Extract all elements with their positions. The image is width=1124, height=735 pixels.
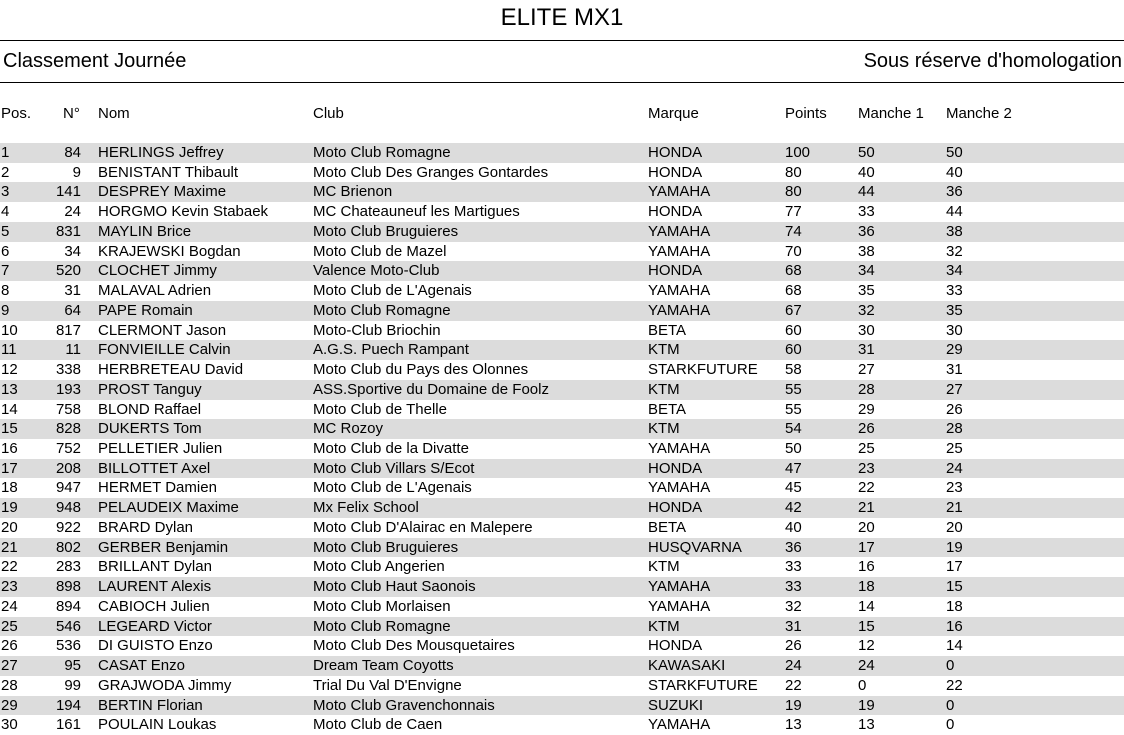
table-row <box>0 498 1124 518</box>
row-race-2: 34 <box>946 262 963 280</box>
row-brand: YAMAHA <box>648 597 711 615</box>
row-club: Moto Club de L'Agenais <box>313 479 472 497</box>
row-race-1: 18 <box>858 578 875 596</box>
row-race-1: 27 <box>858 361 875 379</box>
table-row <box>0 143 1124 163</box>
ranking-subtitle: Classement Journée <box>3 50 187 72</box>
table-row <box>0 478 1124 498</box>
row-position: 18 <box>1 479 18 497</box>
row-rider-name: BRARD Dylan <box>98 518 194 536</box>
row-race-2: 29 <box>946 341 963 359</box>
row-brand: BETA <box>648 518 687 536</box>
row-race-2: 24 <box>946 459 963 477</box>
row-points: 22 <box>785 676 802 694</box>
row-position: 5 <box>1 222 10 240</box>
table-row <box>0 281 1124 301</box>
row-rider-name: CLERMONT Jason <box>98 321 227 339</box>
row-club: MC Brienon <box>313 183 393 201</box>
row-race-1: 31 <box>858 341 875 359</box>
row-brand: YAMAHA <box>648 242 711 260</box>
row-number: 898 <box>55 578 81 596</box>
row-race-1: 36 <box>858 222 875 240</box>
row-position: 29 <box>1 696 18 714</box>
row-race-1: 12 <box>858 637 875 655</box>
row-club: Moto Club Gravenchonnais <box>313 696 495 714</box>
row-rider-name: POULAIN Loukas <box>98 716 217 734</box>
row-club: Trial Du Val D'Envigne <box>313 676 462 694</box>
row-rider-name: GRAJWODA Jimmy <box>98 676 232 694</box>
row-number: 948 <box>55 499 81 517</box>
row-brand: HONDA <box>648 499 703 517</box>
row-race-1: 29 <box>858 400 875 418</box>
row-number: 922 <box>55 518 81 536</box>
row-race-2: 17 <box>946 558 963 576</box>
table-header <box>0 104 1124 123</box>
row-race-1: 15 <box>858 617 875 635</box>
row-points: 68 <box>785 282 802 300</box>
row-race-2: 44 <box>946 203 963 221</box>
row-position: 17 <box>1 459 18 477</box>
row-brand: STARKFUTURE <box>648 361 758 379</box>
row-brand: YAMAHA <box>648 440 711 458</box>
table-row <box>0 557 1124 577</box>
row-race-1: 24 <box>858 657 875 675</box>
row-rider-name: FONVIEILLE Calvin <box>98 341 231 359</box>
row-brand: HONDA <box>648 163 703 181</box>
row-race-2: 21 <box>946 499 963 517</box>
row-race-1: 0 <box>858 676 867 694</box>
row-race-2: 28 <box>946 420 963 438</box>
row-number: 193 <box>55 380 81 398</box>
row-rider-name: BILLOTTET Axel <box>98 459 211 477</box>
table-row <box>0 222 1124 242</box>
row-race-1: 30 <box>858 321 875 339</box>
table-row <box>0 400 1124 420</box>
table-row <box>0 321 1124 341</box>
row-position: 12 <box>1 361 18 379</box>
row-points: 80 <box>785 183 802 201</box>
header-pos: Pos. <box>1 105 32 122</box>
row-points: 100 <box>785 144 811 161</box>
header-race-1: Manche 1 <box>858 105 924 122</box>
row-club: Moto Club Haut Saonois <box>313 578 476 596</box>
row-number: 947 <box>55 479 81 497</box>
row-race-2: 22 <box>946 676 963 694</box>
row-race-2: 27 <box>946 380 963 398</box>
row-club: Moto Club de Mazel <box>313 242 447 260</box>
row-brand: YAMAHA <box>648 282 711 300</box>
row-position: 11 <box>1 341 17 359</box>
row-club: Moto Club Angerien <box>313 558 445 576</box>
row-number: 95 <box>64 657 81 675</box>
table-row <box>0 301 1124 321</box>
row-points: 80 <box>785 163 802 181</box>
header-divider <box>0 82 1124 83</box>
row-race-2: 40 <box>946 163 963 181</box>
row-rider-name: BERTIN Florian <box>98 696 203 714</box>
row-number: 161 <box>55 716 81 734</box>
row-rider-name: MALAVAL Adrien <box>98 282 212 300</box>
row-points: 54 <box>785 420 802 438</box>
row-race-1: 16 <box>858 558 875 576</box>
table-row <box>0 340 1124 360</box>
row-points: 50 <box>785 440 802 458</box>
row-club: Moto Club Romagne <box>313 144 451 161</box>
row-number: 141 <box>55 183 81 201</box>
row-brand: KTM <box>648 341 680 359</box>
row-number: 802 <box>55 538 81 556</box>
row-points: 19 <box>785 696 802 714</box>
row-points: 67 <box>785 301 802 319</box>
row-race-1: 20 <box>858 518 875 536</box>
row-points: 77 <box>785 203 802 221</box>
row-club: Moto Club Romagne <box>313 617 451 635</box>
row-brand: HONDA <box>648 459 703 477</box>
row-position: 20 <box>1 518 18 536</box>
row-club: Moto-Club Briochin <box>313 321 441 339</box>
row-number: 817 <box>55 321 81 339</box>
row-race-2: 36 <box>946 183 963 201</box>
row-brand: KAWASAKI <box>648 657 726 675</box>
header-name: Nom <box>98 105 130 122</box>
row-race-2: 35 <box>946 301 963 319</box>
row-club: Moto Club Bruguieres <box>313 538 459 556</box>
row-club: ASS.Sportive du Domaine de Foolz <box>313 380 549 398</box>
row-race-2: 25 <box>946 440 963 458</box>
table-row <box>0 636 1124 656</box>
row-club: Valence Moto-Club <box>313 262 440 280</box>
row-rider-name: BLOND Raffael <box>98 400 202 418</box>
row-brand: HONDA <box>648 203 703 221</box>
row-race-2: 33 <box>946 282 963 300</box>
row-points: 33 <box>785 578 802 596</box>
row-brand: YAMAHA <box>648 222 711 240</box>
row-number: 338 <box>55 361 81 379</box>
row-race-1: 34 <box>858 262 875 280</box>
row-brand: YAMAHA <box>648 301 711 319</box>
row-rider-name: LAURENT Alexis <box>98 578 212 596</box>
row-race-1: 17 <box>858 538 875 556</box>
row-brand: HONDA <box>648 144 703 161</box>
row-rider-name: CASAT Enzo <box>98 657 185 675</box>
row-brand: YAMAHA <box>648 183 711 201</box>
row-race-2: 32 <box>946 242 963 260</box>
row-race-2: 20 <box>946 518 963 536</box>
row-position: 27 <box>1 657 18 675</box>
row-position: 24 <box>1 597 18 615</box>
row-position: 23 <box>1 578 18 596</box>
row-race-2: 16 <box>946 617 963 635</box>
row-number: 546 <box>55 617 81 635</box>
header-brand: Marque <box>648 105 699 122</box>
row-rider-name: PROST Tanguy <box>98 380 202 398</box>
row-position: 21 <box>1 538 18 556</box>
table-row <box>0 439 1124 459</box>
row-race-1: 26 <box>858 420 875 438</box>
row-race-1: 38 <box>858 242 875 260</box>
row-club: Moto Club Villars S/Ecot <box>313 459 475 477</box>
row-number: 99 <box>64 676 81 694</box>
row-position: 25 <box>1 617 18 635</box>
row-brand: KTM <box>648 380 680 398</box>
row-points: 13 <box>785 716 802 734</box>
row-brand: YAMAHA <box>648 716 711 734</box>
row-position: 1 <box>1 144 10 161</box>
row-club: Moto Club Des Mousquetaires <box>313 637 515 655</box>
row-points: 74 <box>785 222 802 240</box>
row-points: 45 <box>785 479 802 497</box>
row-brand: KTM <box>648 617 680 635</box>
row-position: 19 <box>1 499 18 517</box>
table-row <box>0 676 1124 696</box>
row-rider-name: BENISTANT Thibault <box>98 163 239 181</box>
row-race-2: 31 <box>946 361 963 379</box>
table-row <box>0 617 1124 637</box>
header-club: Club <box>313 105 344 122</box>
row-position: 30 <box>1 716 18 734</box>
table-row <box>0 518 1124 538</box>
row-number: 758 <box>55 400 81 418</box>
row-number: 520 <box>55 262 81 280</box>
row-points: 47 <box>785 459 802 477</box>
row-brand: STARKFUTURE <box>648 676 758 694</box>
table-row <box>0 360 1124 380</box>
row-race-1: 40 <box>858 163 875 181</box>
row-number: 11 <box>65 341 81 359</box>
row-points: 55 <box>785 380 802 398</box>
row-race-2: 14 <box>946 637 963 655</box>
row-number: 828 <box>55 420 81 438</box>
row-rider-name: LEGEARD Victor <box>98 617 212 635</box>
row-race-2: 0 <box>946 657 955 675</box>
row-race-2: 50 <box>946 144 963 161</box>
table-row <box>0 577 1124 597</box>
row-position: 4 <box>1 203 10 221</box>
table-row <box>0 242 1124 262</box>
row-rider-name: CABIOCH Julien <box>98 597 210 615</box>
row-race-2: 23 <box>946 479 963 497</box>
row-race-1: 50 <box>858 144 875 161</box>
row-race-1: 14 <box>858 597 875 615</box>
row-number: 31 <box>64 282 81 300</box>
table-row <box>0 459 1124 479</box>
row-position: 10 <box>1 321 18 339</box>
row-club: MC Rozoy <box>313 420 384 438</box>
row-brand: HUSQVARNA <box>648 538 742 556</box>
row-rider-name: PELAUDEIX Maxime <box>98 499 239 517</box>
row-race-1: 13 <box>858 716 875 734</box>
row-position: 28 <box>1 676 18 694</box>
row-brand: KTM <box>648 558 680 576</box>
row-position: 9 <box>1 301 10 319</box>
row-rider-name: DUKERTS Tom <box>98 420 202 438</box>
row-points: 55 <box>785 400 802 418</box>
homologation-note: Sous réserve d'homologation <box>863 50 1122 72</box>
row-points: 40 <box>785 518 802 536</box>
row-points: 58 <box>785 361 802 379</box>
row-race-1: 19 <box>858 696 875 714</box>
row-rider-name: CLOCHET Jimmy <box>98 262 217 280</box>
row-rider-name: HERLINGS Jeffrey <box>98 144 224 161</box>
row-brand: BETA <box>648 321 687 339</box>
row-brand: HONDA <box>648 637 703 655</box>
row-race-1: 44 <box>858 183 875 201</box>
row-club: MC Chateauneuf les Martigues <box>313 203 520 221</box>
table-row <box>0 419 1124 439</box>
row-club: Moto Club Morlaisen <box>313 597 451 615</box>
row-brand: BETA <box>648 400 687 418</box>
row-club: Moto Club Romagne <box>313 301 451 319</box>
table-row <box>0 597 1124 617</box>
row-rider-name: HERBRETEAU David <box>98 361 244 379</box>
results-table <box>0 143 1124 735</box>
row-rider-name: HORGMO Kevin Stabaek <box>98 203 269 221</box>
row-club: Mx Felix School <box>313 499 419 517</box>
row-rider-name: HERMET Damien <box>98 479 217 497</box>
row-club: A.G.S. Puech Rampant <box>313 341 469 359</box>
row-club: Moto Club du Pays des Olonnes <box>313 361 529 379</box>
row-race-1: 28 <box>858 380 875 398</box>
row-club: Moto Club de Thelle <box>313 400 447 418</box>
row-number: 34 <box>64 242 81 260</box>
row-rider-name: MAYLIN Brice <box>98 222 192 240</box>
row-position: 13 <box>1 380 18 398</box>
row-race-2: 38 <box>946 222 963 240</box>
row-position: 3 <box>1 183 10 201</box>
row-brand: YAMAHA <box>648 578 711 596</box>
row-rider-name: GERBER Benjamin <box>98 538 229 556</box>
row-points: 60 <box>785 341 802 359</box>
header-race-2: Manche 2 <box>946 105 1012 122</box>
row-race-2: 30 <box>946 321 963 339</box>
row-club: Dream Team Coyotts <box>313 657 454 675</box>
row-rider-name: KRAJEWSKI Bogdan <box>98 242 241 260</box>
row-club: Moto Club Bruguieres <box>313 222 459 240</box>
row-points: 26 <box>785 637 802 655</box>
row-race-1: 35 <box>858 282 875 300</box>
row-number: 64 <box>64 301 81 319</box>
row-race-1: 25 <box>858 440 875 458</box>
table-row <box>0 261 1124 281</box>
row-number: 831 <box>55 222 81 240</box>
row-number: 208 <box>55 459 81 477</box>
row-position: 6 <box>1 242 10 260</box>
row-points: 60 <box>785 321 802 339</box>
row-points: 36 <box>785 538 802 556</box>
row-points: 33 <box>785 558 802 576</box>
page-title: ELITE MX1 <box>500 4 624 31</box>
row-rider-name: PELLETIER Julien <box>98 440 223 458</box>
row-number: 194 <box>55 696 81 714</box>
top-divider <box>0 40 1124 41</box>
row-points: 31 <box>785 617 802 635</box>
row-club: Moto Club de Caen <box>313 716 443 734</box>
row-position: 15 <box>1 420 18 438</box>
header-points: Points <box>785 105 827 122</box>
row-points: 24 <box>785 657 802 675</box>
row-position: 26 <box>1 637 18 655</box>
table-row <box>0 163 1124 183</box>
table-row <box>0 380 1124 400</box>
row-position: 7 <box>1 262 10 280</box>
table-row <box>0 656 1124 676</box>
row-number: 536 <box>55 637 81 655</box>
row-race-1: 22 <box>858 479 875 497</box>
row-brand: HONDA <box>648 262 703 280</box>
row-number: 752 <box>55 440 81 458</box>
row-race-2: 19 <box>946 538 963 556</box>
row-race-1: 32 <box>858 301 875 319</box>
row-points: 68 <box>785 262 802 280</box>
row-brand: YAMAHA <box>648 479 711 497</box>
header-number: N° <box>63 105 80 122</box>
table-row <box>0 182 1124 202</box>
row-position: 14 <box>1 400 18 418</box>
row-position: 2 <box>1 163 10 181</box>
table-row <box>0 696 1124 716</box>
row-position: 22 <box>1 558 18 576</box>
row-rider-name: DESPREY Maxime <box>98 183 227 201</box>
row-number: 283 <box>55 558 81 576</box>
row-points: 42 <box>785 499 802 517</box>
row-brand: SUZUKI <box>648 696 704 714</box>
row-brand: KTM <box>648 420 680 438</box>
row-rider-name: PAPE Romain <box>98 301 193 319</box>
row-club: Moto Club de L'Agenais <box>313 282 472 300</box>
row-race-1: 21 <box>858 499 875 517</box>
table-row <box>0 538 1124 558</box>
row-club: Moto Club D'Alairac en Malepere <box>313 518 533 536</box>
row-club: Moto Club Des Granges Gontardes <box>313 163 549 181</box>
row-club: Moto Club de la Divatte <box>313 440 469 458</box>
row-position: 16 <box>1 440 18 458</box>
table-row <box>0 202 1124 222</box>
row-number: 24 <box>64 203 81 221</box>
row-number: 9 <box>72 163 81 181</box>
row-rider-name: DI GUISTO Enzo <box>98 637 213 655</box>
row-race-2: 0 <box>946 696 955 714</box>
row-points: 32 <box>785 597 802 615</box>
row-position: 8 <box>1 282 10 300</box>
row-race-1: 33 <box>858 203 875 221</box>
row-race-2: 0 <box>946 716 955 734</box>
row-number: 894 <box>55 597 81 615</box>
row-rider-name: BRILLANT Dylan <box>98 558 212 576</box>
row-race-2: 26 <box>946 400 963 418</box>
row-race-2: 15 <box>946 578 963 596</box>
row-race-2: 18 <box>946 597 963 615</box>
row-race-1: 23 <box>858 459 875 477</box>
row-points: 70 <box>785 242 802 260</box>
table-row <box>0 715 1124 735</box>
row-number: 84 <box>64 144 81 161</box>
